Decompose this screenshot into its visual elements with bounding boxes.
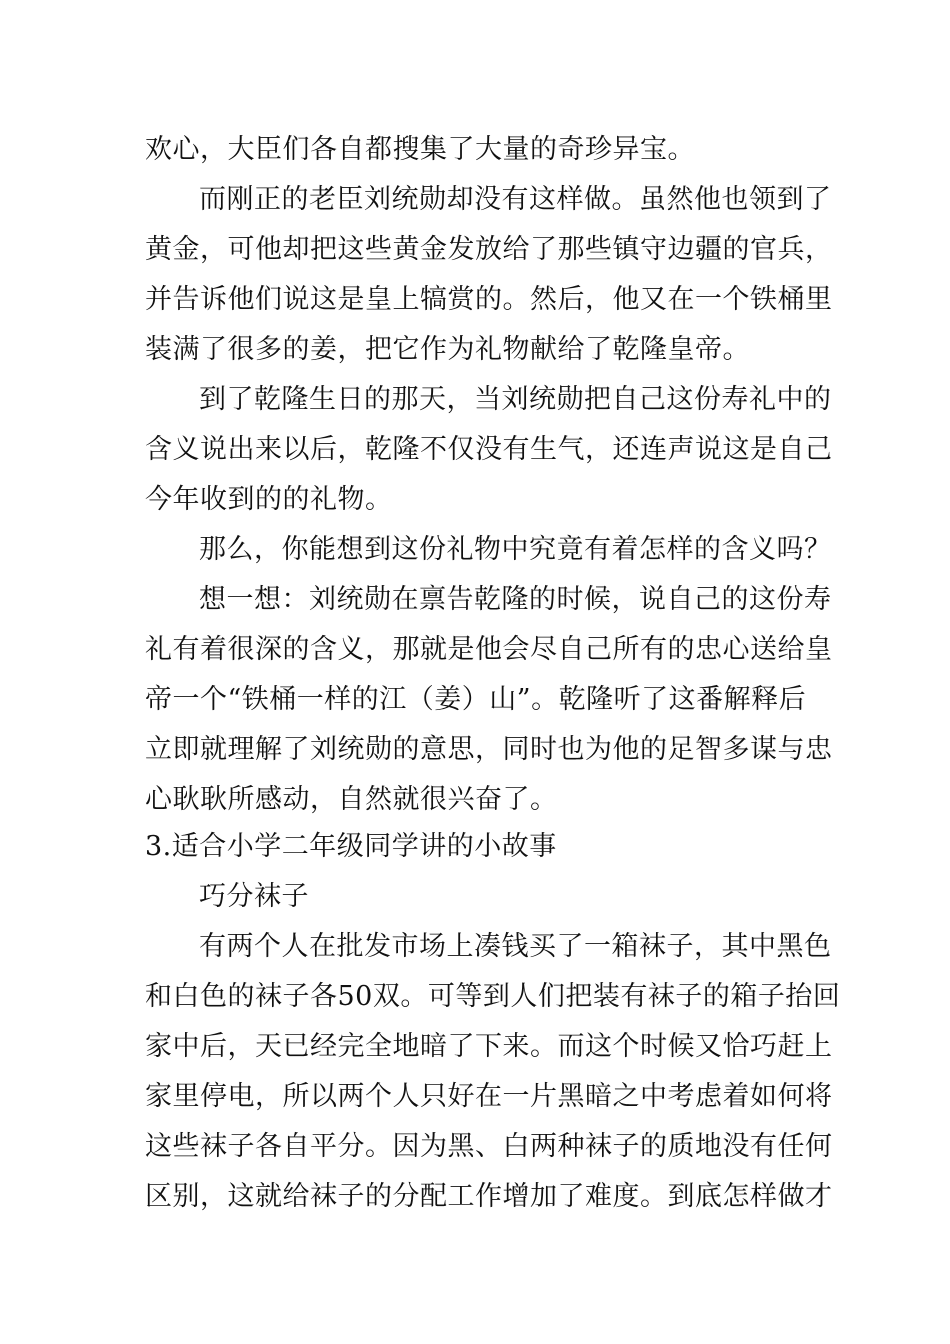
text-line: 家中后，天已经完全地暗了下来。而这个时候又恰巧赶上 [145, 1031, 833, 1062]
paragraph-start-line: 想一想：刘统勋在禀告乾隆的时候，说自己的这份寿 [199, 584, 832, 615]
text-line: 黄金，可他却把这些黄金发放给了那些镇守边疆的官兵， [145, 234, 833, 265]
paragraph-start-line: 有两个人在批发市场上凑钱买了一箱袜子，其中黑色 [199, 931, 832, 962]
text-line: 礼有着很深的含义，那就是他会尽自己所有的忠心送给皇 [145, 634, 833, 665]
text-line: 心耿耿所感动，自然就很兴奋了。 [145, 784, 558, 815]
paragraph-start-line: 到了乾隆生日的那天，当刘统勋把自己这份寿礼中的 [199, 384, 832, 415]
text-line: 今年收到的的礼物。 [145, 484, 393, 515]
text-line: 帝一个“铁桶一样的江（姜）山”。乾隆听了这番解释后 [145, 684, 807, 715]
text-line: 并告诉他们说这是皇上犒赏的。然后，他又在一个铁桶里 [145, 284, 833, 315]
text-line: 家里停电，所以两个人只好在一片黑暗之中考虑着如何将 [145, 1081, 833, 1112]
text-line: 欢心，大臣们各自都搜集了大量的奇珍异宝。 [145, 134, 695, 165]
text-line: 立即就理解了刘统勋的意思，同时也为他的足智多谋与忠 [145, 734, 833, 765]
story-title: 巧分袜子 [199, 881, 309, 912]
text-line: 这些袜子各自平分。因为黑、白两种袜子的质地没有任何 [145, 1131, 833, 1162]
paragraph-start-line: 那么，你能想到这份礼物中究竟有着怎样的含义吗？ [199, 534, 832, 565]
paragraph-start-line: 而刚正的老臣刘统勋却没有这样做。虽然他也领到了 [199, 184, 832, 215]
text-line: 和白色的袜子各50双。可等到人们把装有袜子的箱子抬回 [145, 981, 841, 1012]
section-heading: 3.适合小学二年级同学讲的小故事 [145, 831, 557, 862]
text-line: 装满了很多的姜，把它作为礼物献给了乾隆皇帝。 [145, 334, 750, 365]
text-line: 区别，这就给袜子的分配工作增加了难度。到底怎样做才 [145, 1181, 833, 1212]
text-line: 含义说出来以后，乾隆不仅没有生气，还连声说这是自己 [145, 434, 833, 465]
